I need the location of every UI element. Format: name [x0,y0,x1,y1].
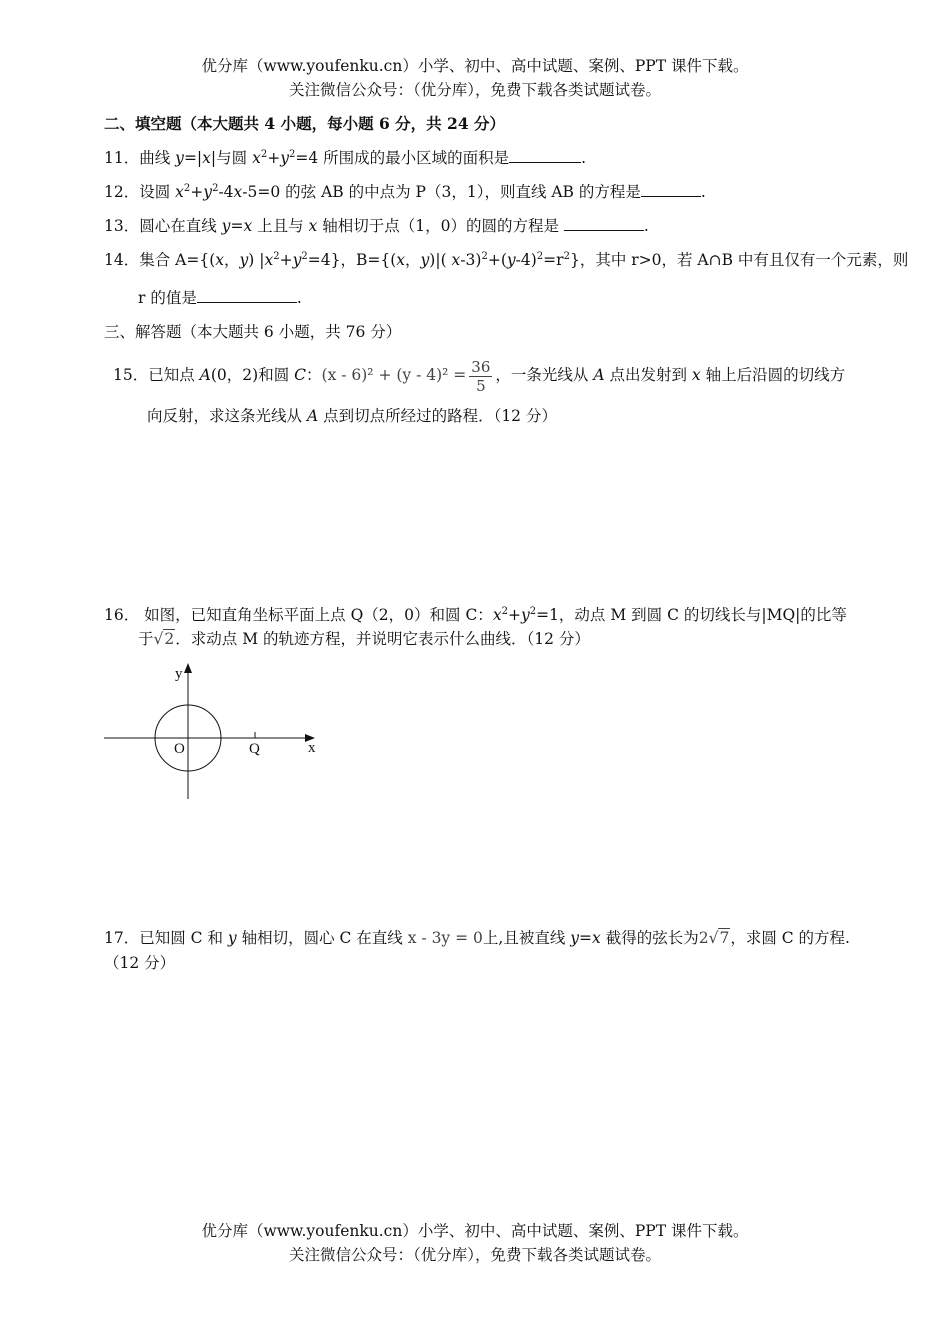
section-3-title: 三、解答题（本大题共 6 小题，共 76 分） [104,323,402,341]
coordinate-figure [100,660,330,805]
header-line-2: 关注微信公众号：（优分库），免费下载各类试题试卷。 [288,81,661,99]
sqrt-expression: 2√7 [698,929,730,947]
question-number: 13． [104,217,140,235]
section-2-title: 二、填空题（本大题共 4 小题，每小题 6 分，共 24 分） [104,114,506,133]
x-axis-label: x [308,740,316,756]
question-number: 11． [104,149,140,167]
footer-line-2: 关注微信公众号：（优分库），免费下载各类试题试卷。 [288,1246,661,1264]
point-q-label: Q [249,741,260,757]
question-17: 17．已知圆 C 和 y 轴相切，圆心 C 在直线 x - 3y = 0上,且被直线 y=x 截得的弦长为2√7，求圆 C 的方程. [104,929,850,947]
y-axis-label: y [175,666,183,682]
answer-blank[interactable] [197,288,297,303]
footer-banner [0,1219,950,1267]
question-13: 13．圆心在直线 y=x 上且与 x 轴相切于点（1，0）的圆的方程是 . [104,217,649,235]
answer-blank[interactable] [564,216,644,231]
fraction: $\frac{36}{5}$ [471,357,491,395]
question-17-continued: （12 分） [104,954,176,972]
header-line-1: 优分库（www.youfenku.cn）小学、初中、高中试题、案例、PPT 课件下载。 [201,57,749,75]
header-banner [0,54,950,102]
question-16: 16． 如图，已知直角坐标平面上点 Q（2，0）和圆 C：$x^2+y^2=1$，动点 M 到圆 C 的切线长与|MQ|的比等 [104,606,847,624]
origin-label: O [174,741,185,757]
answer-blank[interactable] [641,182,701,197]
question-number: 17． [104,929,140,947]
question-number: 14． [104,251,140,269]
question-number: 15． [113,366,149,384]
circle-equation: (x - 6)² + (y - 4)² = [321,366,467,384]
answer-blank[interactable] [509,148,581,163]
question-11: 11．曲线 y=|x|与圆 $x^2+y^2=4$ 所围成的最小区域的面积是 . [104,149,587,167]
question-15: 15．已知点 A(0，2)和圆 C：(x - 6)² + (y - 4)² = $\frac{36}{5}$ ，一条光线从 A 点出发射到 x 轴上后沿圆的切线方 [113,357,846,395]
sqrt-expression: √2 [153,630,175,648]
question-number: 12． [104,183,140,201]
question-14: 14．集合 A={(x，y) $|x^2+y^2=4$}，B={(x，y)|( $x-3)^2+(y-4)^2=r^2$}，其中 r>0，若 A∩B 中有且仅有一个元素，则 [104,251,909,269]
question-number: 16． [104,606,140,624]
question-14-continued: r 的值是 . [138,289,302,307]
y-axis-arrow [184,663,192,673]
question-12: 12．设圆 $x^2+y^2-4x-5=0$ 的弦 AB 的中点为 P（3，1），则直线 AB 的方程是 . [104,183,706,201]
question-15-continued: 向反射，求这条光线从 A 点到切点所经过的路程．（12 分） [147,407,557,425]
line-equation: x - 3y = 0 [407,929,483,947]
footer-line-1: 优分库（www.youfenku.cn）小学、初中、高中试题、案例、PPT 课件下载。 [201,1222,749,1240]
question-16-continued: 于√2．求动点 M 的轨迹方程，并说明它表示什么曲线．（12 分） [138,630,590,648]
